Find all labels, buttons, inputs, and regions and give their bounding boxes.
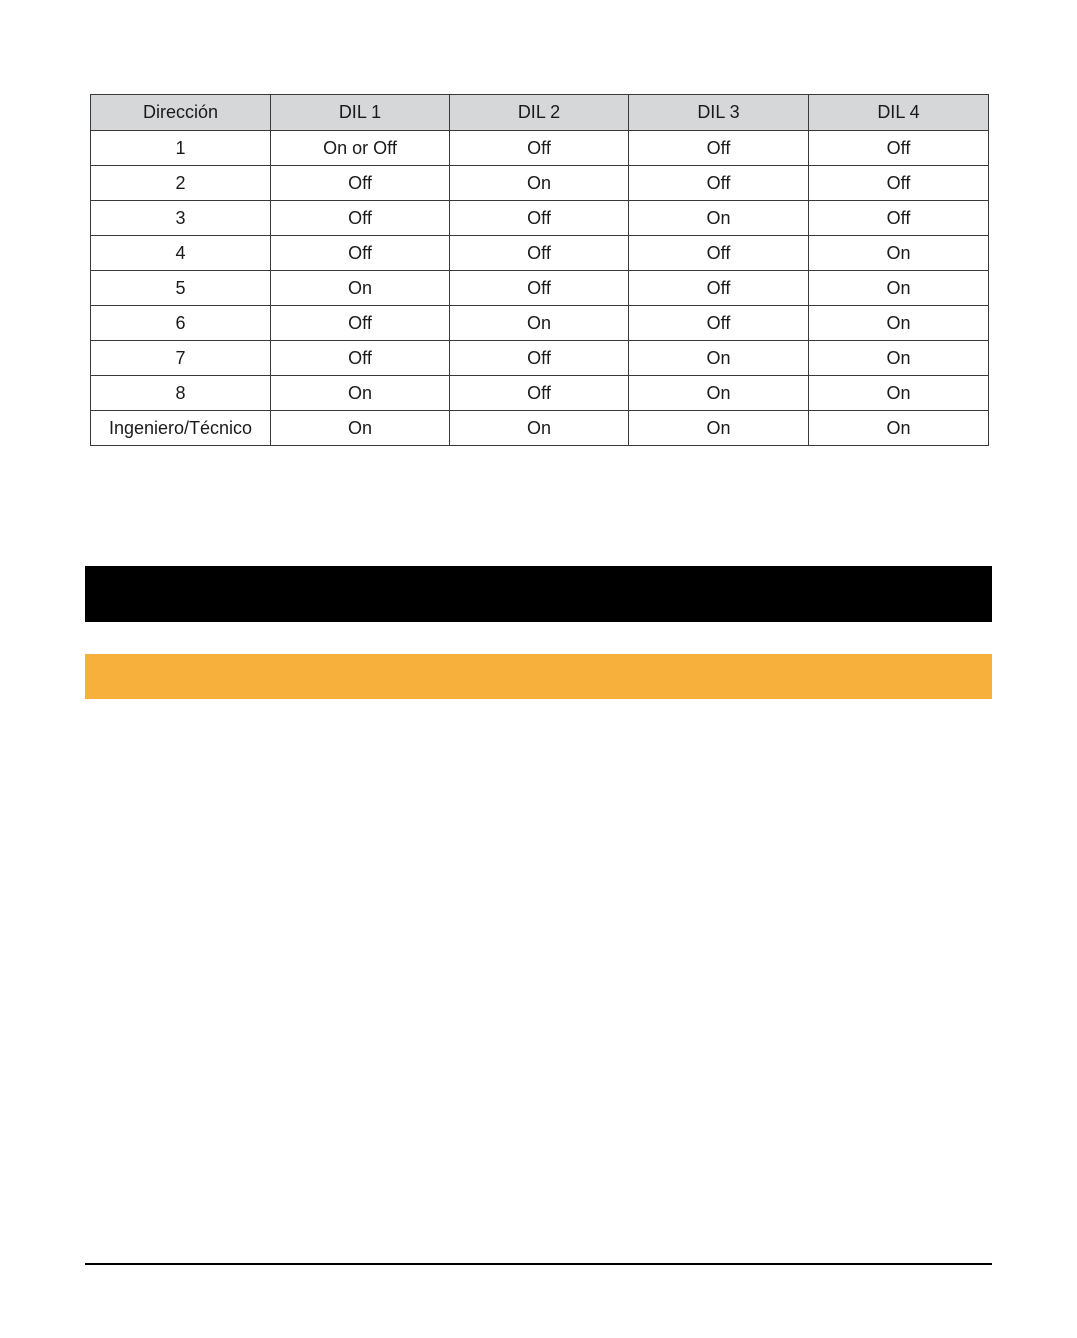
- cell-dil-1: Off: [271, 201, 450, 236]
- cell-address: 7: [91, 341, 271, 376]
- cell-dil-2: Off: [450, 201, 629, 236]
- cell-address: 8: [91, 376, 271, 411]
- table-row: [91, 131, 989, 166]
- header-dil-4: DIL 4: [809, 95, 989, 131]
- cell-dil-4: On: [809, 306, 989, 341]
- cell-address: 5: [91, 271, 271, 306]
- table-row: [91, 411, 989, 446]
- cell-dil-1: Off: [271, 341, 450, 376]
- header-dil-3: DIL 3: [629, 95, 809, 131]
- table-row: [91, 376, 989, 411]
- cell-dil-4: On: [809, 341, 989, 376]
- cell-dil-4: On: [809, 271, 989, 306]
- footer-divider: [85, 1263, 992, 1265]
- table-row: [91, 236, 989, 271]
- cell-dil-1: Off: [271, 166, 450, 201]
- table-row: [91, 271, 989, 306]
- cell-dil-2: On: [450, 306, 629, 341]
- cell-dil-2: On: [450, 166, 629, 201]
- cell-dil-1: On: [271, 271, 450, 306]
- cell-dil-4: Off: [809, 166, 989, 201]
- table-row: [91, 201, 989, 236]
- cell-dil-3: Off: [629, 131, 809, 166]
- cell-dil-2: Off: [450, 131, 629, 166]
- cell-dil-1: Off: [271, 236, 450, 271]
- table-row: [91, 341, 989, 376]
- table-header-row: [91, 95, 989, 131]
- cell-dil-2: On: [450, 411, 629, 446]
- cell-dil-3: Off: [629, 166, 809, 201]
- cell-dil-2: Off: [450, 376, 629, 411]
- cell-dil-2: Off: [450, 341, 629, 376]
- header-dil-1: DIL 1: [271, 95, 450, 131]
- cell-dil-3: Off: [629, 306, 809, 341]
- cell-dil-3: On: [629, 376, 809, 411]
- cell-address: 2: [91, 166, 271, 201]
- cell-address: 6: [91, 306, 271, 341]
- cell-dil-1: On or Off: [271, 131, 450, 166]
- table-row: [91, 306, 989, 341]
- cell-dil-4: Off: [809, 201, 989, 236]
- header-direccion: Dirección: [91, 95, 271, 131]
- cell-address: 3: [91, 201, 271, 236]
- cell-dil-2: Off: [450, 271, 629, 306]
- header-dil-2: DIL 2: [450, 95, 629, 131]
- cell-dil-3: Off: [629, 271, 809, 306]
- cell-address: 1: [91, 131, 271, 166]
- accent-subheading-bar: [85, 654, 992, 699]
- cell-dil-2: Off: [450, 236, 629, 271]
- cell-dil-3: Off: [629, 236, 809, 271]
- cell-dil-4: Off: [809, 131, 989, 166]
- cell-dil-3: On: [629, 201, 809, 236]
- dil-switch-table: [90, 94, 989, 446]
- cell-dil-3: On: [629, 341, 809, 376]
- cell-dil-4: On: [809, 376, 989, 411]
- cell-dil-1: On: [271, 411, 450, 446]
- cell-dil-3: On: [629, 411, 809, 446]
- cell-dil-1: Off: [271, 306, 450, 341]
- cell-dil-1: On: [271, 376, 450, 411]
- cell-address: Ingeniero/Técnico: [91, 411, 271, 446]
- section-heading-bar: [85, 566, 992, 622]
- cell-dil-4: On: [809, 236, 989, 271]
- cell-dil-4: On: [809, 411, 989, 446]
- cell-address: 4: [91, 236, 271, 271]
- table-row: [91, 166, 989, 201]
